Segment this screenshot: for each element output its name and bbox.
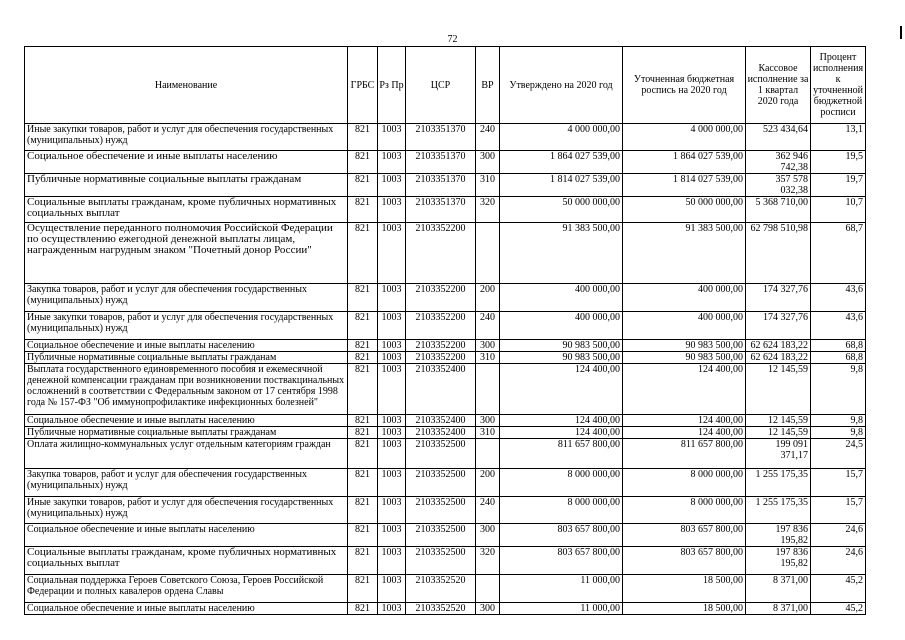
row-refined: 91 383 500,00 [623,223,746,284]
row-vr: 300 [476,415,500,427]
table-row [25,547,866,575]
row-name: Социальное обеспечение и иные выплаты населению [25,603,348,615]
row-name: Выплата государственного единовременного пособия и ежемесячной денежной компенсации гражданам при возникновении поствакцинальных осложнений в соответствии с Федеральным законом от 17 сентября 1998 года № 157-ФЗ "Об иммунопрофилактике инфекционных болезней" [25,364,348,415]
row-grbs: 821 [348,547,378,575]
row-vr: 320 [476,197,500,223]
table-row [25,575,866,603]
row-grbs: 821 [348,340,378,352]
row-rzpr: 1003 [378,575,406,603]
row-vr: 300 [476,340,500,352]
row-csr: 2103352200 [406,284,476,312]
row-percent: 15,7 [811,469,866,497]
row-grbs: 821 [348,174,378,197]
row-csr: 2103352200 [406,312,476,340]
row-csr: 2103352500 [406,439,476,469]
row-csr: 2103352520 [406,603,476,615]
row-name: Социальное обеспечение и иные выплаты населению [25,415,348,427]
row-rzpr: 1003 [378,312,406,340]
row-percent: 68,8 [811,340,866,352]
row-rzpr: 1003 [378,151,406,174]
table-row [25,124,866,151]
row-vr: 200 [476,284,500,312]
row-name: Социальные выплаты гражданам, кроме публичных нормативных социальных выплат [25,547,348,575]
row-approved: 1 814 027 539,00 [500,174,623,197]
row-percent: 13,1 [811,124,866,151]
row-vr: 310 [476,427,500,439]
table-row [25,439,866,469]
row-name: Публичные нормативные социальные выплаты гражданам [25,174,348,197]
row-approved: 50 000 000,00 [500,197,623,223]
row-csr: 2103352400 [406,415,476,427]
row-cash: 8 371,00 [746,575,811,603]
row-refined: 124 400,00 [623,427,746,439]
row-approved: 11 000,00 [500,603,623,615]
row-rzpr: 1003 [378,174,406,197]
table-row [25,427,866,439]
row-percent: 10,7 [811,197,866,223]
row-grbs: 821 [348,197,378,223]
row-grbs: 821 [348,415,378,427]
header-grbs: ГРБС [348,47,378,124]
header-percent: Процент исполнения к уточненной бюджетной росписи [811,47,866,124]
row-approved: 400 000,00 [500,312,623,340]
row-percent: 68,8 [811,352,866,364]
row-vr: 300 [476,151,500,174]
row-cash: 1 255 175,35 [746,469,811,497]
row-rzpr: 1003 [378,427,406,439]
row-csr: 2103352520 [406,575,476,603]
row-cash: 62 624 183,22 [746,352,811,364]
row-approved: 91 383 500,00 [500,223,623,284]
row-approved: 90 983 500,00 [500,340,623,352]
row-rzpr: 1003 [378,524,406,547]
row-csr: 2103351370 [406,124,476,151]
row-cash: 8 371,00 [746,603,811,615]
row-csr: 2103352500 [406,497,476,524]
table-row [25,415,866,427]
row-rzpr: 1003 [378,497,406,524]
row-cash: 362 946 742,38 [746,151,811,174]
row-percent: 24,6 [811,524,866,547]
row-percent: 68,7 [811,223,866,284]
header-refined: Уточненная бюджетная роспись на 2020 год [623,47,746,124]
row-cash: 62 798 510,98 [746,223,811,284]
row-grbs: 821 [348,427,378,439]
row-percent: 9,8 [811,415,866,427]
row-vr [476,575,500,603]
row-grbs: 821 [348,439,378,469]
table-row [25,174,866,197]
row-percent: 43,6 [811,284,866,312]
table-row [25,364,866,415]
header-csr: ЦСР [406,47,476,124]
row-rzpr: 1003 [378,352,406,364]
table-row [25,284,866,312]
row-approved: 8 000 000,00 [500,469,623,497]
row-grbs: 821 [348,524,378,547]
row-refined: 18 500,00 [623,575,746,603]
row-cash: 12 145,59 [746,364,811,415]
row-vr: 310 [476,352,500,364]
row-rzpr: 1003 [378,124,406,151]
row-grbs: 821 [348,352,378,364]
row-refined: 803 657 800,00 [623,547,746,575]
row-approved: 90 983 500,00 [500,352,623,364]
row-rzpr: 1003 [378,340,406,352]
table-row [25,352,866,364]
row-grbs: 821 [348,497,378,524]
row-name: Социальное обеспечение и иные выплаты населению [25,524,348,547]
row-name: Публичные нормативные социальные выплаты гражданам [25,427,348,439]
row-percent: 15,7 [811,497,866,524]
row-csr: 2103352200 [406,223,476,284]
budget-table [24,46,866,615]
table-row [25,312,866,340]
row-vr [476,364,500,415]
row-percent: 9,8 [811,427,866,439]
row-name: Публичные нормативные социальные выплаты гражданам [25,352,348,364]
row-approved: 803 657 800,00 [500,547,623,575]
header-vr: ВР [476,47,500,124]
row-percent: 19,5 [811,151,866,174]
row-csr: 2103352200 [406,352,476,364]
row-approved: 4 000 000,00 [500,124,623,151]
row-grbs: 821 [348,284,378,312]
header-name: Наименование [25,47,348,124]
row-percent: 24,5 [811,439,866,469]
row-vr [476,223,500,284]
row-cash: 199 091 371,17 [746,439,811,469]
row-name: Иные закупки товаров, работ и услуг для обеспечения государственных (муниципальных) нужд [25,312,348,340]
scan-edge-mark [900,26,902,39]
row-refined: 8 000 000,00 [623,469,746,497]
row-csr: 2103352500 [406,469,476,497]
row-vr: 200 [476,469,500,497]
row-approved: 11 000,00 [500,575,623,603]
table-row [25,603,866,615]
row-refined: 50 000 000,00 [623,197,746,223]
row-vr: 240 [476,124,500,151]
row-percent: 19,7 [811,174,866,197]
row-cash: 357 578 032,38 [746,174,811,197]
row-vr: 300 [476,603,500,615]
row-csr: 2103351370 [406,197,476,223]
row-name: Закупка товаров, работ и услуг для обеспечения государственных (муниципальных) нужд [25,284,348,312]
row-rzpr: 1003 [378,603,406,615]
row-grbs: 821 [348,603,378,615]
row-refined: 90 983 500,00 [623,352,746,364]
row-vr: 310 [476,174,500,197]
row-rzpr: 1003 [378,547,406,575]
row-vr [476,439,500,469]
row-rzpr: 1003 [378,364,406,415]
table-row [25,497,866,524]
row-name: Закупка товаров, работ и услуг для обеспечения государственных (муниципальных) нужд [25,469,348,497]
row-cash: 197 836 195,82 [746,524,811,547]
row-csr: 2103352200 [406,340,476,352]
row-rzpr: 1003 [378,469,406,497]
row-cash: 12 145,59 [746,415,811,427]
table-row [25,469,866,497]
row-cash: 174 327,76 [746,284,811,312]
row-name: Осуществление переданного полномочия Российской Федерации по осуществлению ежегодной денежной выплаты лицам, награжденным нагрудным знаком "Почетный донор России" [25,223,348,284]
row-approved: 124 400,00 [500,415,623,427]
row-csr: 2103352500 [406,524,476,547]
row-name: Социальное обеспечение и иные выплаты населению [25,340,348,352]
page-number: 72 [447,34,458,45]
row-vr: 320 [476,547,500,575]
row-grbs: 821 [348,151,378,174]
row-refined: 124 400,00 [623,415,746,427]
row-percent: 43,6 [811,312,866,340]
row-refined: 811 657 800,00 [623,439,746,469]
row-grbs: 821 [348,312,378,340]
header-approved: Утверждено на 2020 год [500,47,623,124]
row-name: Иные закупки товаров, работ и услуг для обеспечения государственных (муниципальных) нужд [25,497,348,524]
row-refined: 8 000 000,00 [623,497,746,524]
row-percent: 9,8 [811,364,866,415]
row-refined: 400 000,00 [623,284,746,312]
table-row [25,340,866,352]
row-approved: 124 400,00 [500,427,623,439]
row-approved: 8 000 000,00 [500,497,623,524]
row-approved: 1 864 027 539,00 [500,151,623,174]
row-name: Социальная поддержка Героев Советского Союза, Героев Российской Федерации и полных кавалеров ордена Славы [25,575,348,603]
row-refined: 803 657 800,00 [623,524,746,547]
row-refined: 4 000 000,00 [623,124,746,151]
row-name: Социальные выплаты гражданам, кроме публичных нормативных социальных выплат [25,197,348,223]
row-csr: 2103352400 [406,427,476,439]
table-header-row [25,47,866,124]
row-approved: 400 000,00 [500,284,623,312]
row-name: Оплата жилищно-коммунальных услуг отдельным категориям граждан [25,439,348,469]
row-rzpr: 1003 [378,439,406,469]
table-row [25,151,866,174]
row-refined: 400 000,00 [623,312,746,340]
row-csr: 2103351370 [406,174,476,197]
row-refined: 18 500,00 [623,603,746,615]
row-refined: 90 983 500,00 [623,340,746,352]
row-refined: 1 814 027 539,00 [623,174,746,197]
row-percent: 45,2 [811,603,866,615]
row-name: Социальное обеспечение и иные выплаты населению [25,151,348,174]
row-csr: 2103352400 [406,364,476,415]
row-approved: 811 657 800,00 [500,439,623,469]
header-rzpr: Рз Пр [378,47,406,124]
header-cash: Кассовое исполнение за 1 квартал 2020 года [746,47,811,124]
row-csr: 2103351370 [406,151,476,174]
row-cash: 62 624 183,22 [746,340,811,352]
row-vr: 240 [476,312,500,340]
row-vr: 300 [476,524,500,547]
table-row [25,524,866,547]
row-cash: 1 255 175,35 [746,497,811,524]
row-percent: 24,6 [811,547,866,575]
row-grbs: 821 [348,575,378,603]
row-grbs: 821 [348,364,378,415]
table-row [25,223,866,284]
row-approved: 124 400,00 [500,364,623,415]
row-refined: 124 400,00 [623,364,746,415]
row-rzpr: 1003 [378,223,406,284]
row-cash: 12 145,59 [746,427,811,439]
row-vr: 240 [476,497,500,524]
row-name: Иные закупки товаров, работ и услуг для обеспечения государственных (муниципальных) нужд [25,124,348,151]
row-grbs: 821 [348,469,378,497]
row-cash: 197 836 195,82 [746,547,811,575]
row-rzpr: 1003 [378,284,406,312]
row-cash: 5 368 710,00 [746,197,811,223]
row-refined: 1 864 027 539,00 [623,151,746,174]
table-row [25,197,866,223]
row-percent: 45,2 [811,575,866,603]
row-approved: 803 657 800,00 [500,524,623,547]
row-cash: 523 434,64 [746,124,811,151]
row-grbs: 821 [348,124,378,151]
row-rzpr: 1003 [378,197,406,223]
row-rzpr: 1003 [378,415,406,427]
row-grbs: 821 [348,223,378,284]
row-cash: 174 327,76 [746,312,811,340]
row-csr: 2103352500 [406,547,476,575]
